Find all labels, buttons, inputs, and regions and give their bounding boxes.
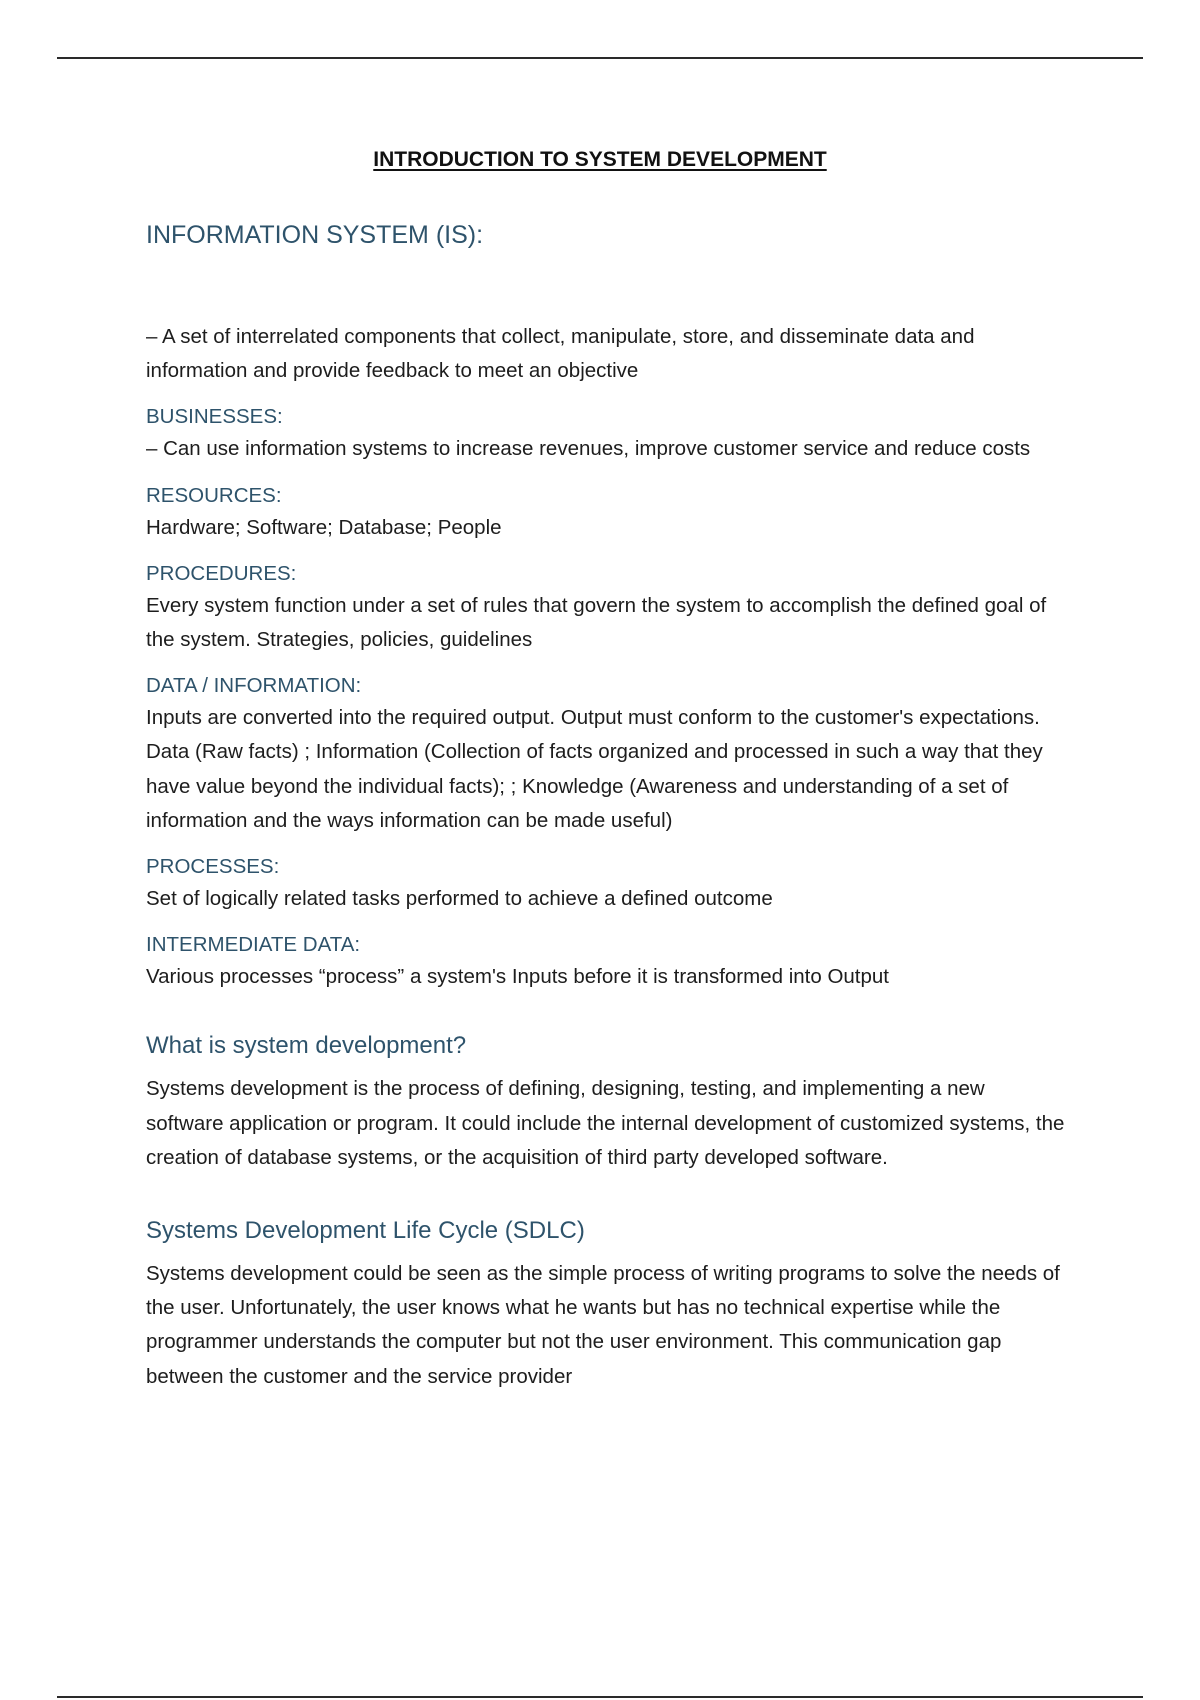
text-what-is-system-development: Systems development is the process of defining, designing, testing, and implementing a new software application or program. It could include the internal development of customized systems, the creation of database systems, or the acquisition of third party developed software. [146, 1077, 1065, 1169]
item-resources [146, 481, 1066, 545]
label-processes: PROCESSES: [146, 855, 280, 879]
item-processes [146, 852, 1066, 916]
text-procedures: Every system function under a set of rules that govern the system to accomplish the defined goal of the system. Strategies, policies, guidelines [146, 593, 1047, 652]
text-businesses: – Can use information systems to increase revenues, improve customer service and reduce costs [146, 437, 1031, 461]
top-rule [57, 57, 1143, 59]
text-sdlc: Systems development could be seen as the simple process of writing programs to solve the needs of the user. Unfortunately, the user knows what he wants but has no technical expertise while the programmer understands the computer but not the user environment. This communication gap between the customer and the service provider [146, 1262, 1060, 1388]
section-sdlc [146, 1215, 1066, 1394]
item-businesses [146, 402, 1066, 466]
label-procedures: PROCEDURES: [146, 561, 297, 585]
document-title: INTRODUCTION TO SYSTEM DEVELOPMENT [373, 148, 827, 171]
document-body [146, 218, 1066, 1408]
section-spacer [146, 1008, 1066, 1030]
label-resources: RESOURCES: [146, 483, 282, 507]
bottom-rule [57, 1696, 1143, 1698]
is-definition-text: – A set of interrelated components that collect, manipulate, store, and disseminate data and information and provide feedback to meet an objective [146, 325, 975, 383]
label-intermediate-data: INTERMEDIATE DATA: [146, 933, 361, 957]
section-spacer [146, 1189, 1066, 1215]
text-resources: Hardware; Software; Database; People [146, 515, 502, 539]
text-intermediate-data: Various processes “process” a system's Inputs before it is transformed into Output [146, 965, 889, 989]
heading-information-system: INFORMATION SYSTEM (IS): [146, 221, 484, 249]
item-data-information [146, 671, 1066, 838]
item-intermediate-data [146, 930, 1066, 994]
heading-sdlc: Systems Development Life Cycle (SDLC) [146, 1217, 585, 1245]
text-data-information: Inputs are converted into the required output. Output must conform to the customer's expectations. Data (Raw facts) ; Information (Collection of facts organized and processed in such a way that they have value beyond the individual facts); ; Knowledge (Awareness and understanding of a set of information and the ways information can be made useful) [146, 706, 1043, 832]
label-data-information: DATA / INFORMATION: [146, 674, 362, 698]
text-processes: Set of logically related tasks performed to achieve a defined outcome [146, 887, 773, 911]
label-businesses: BUSINESSES: [146, 405, 283, 429]
heading-what-is-system-development: What is system development? [146, 1032, 467, 1060]
section-what-is-system-development [146, 1030, 1066, 1175]
item-procedures [146, 559, 1066, 657]
